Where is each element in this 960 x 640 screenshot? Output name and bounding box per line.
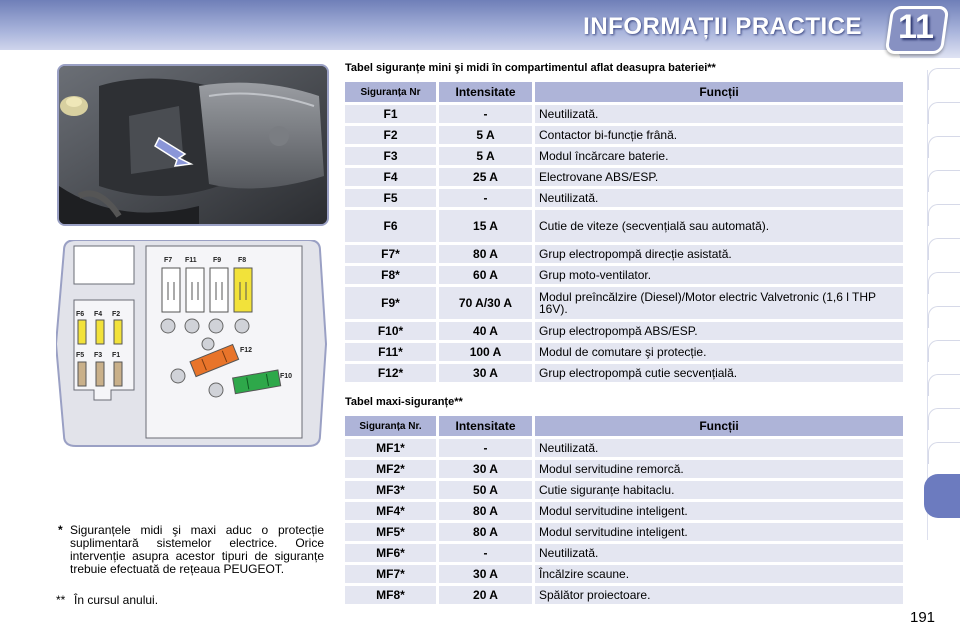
side-tab[interactable] [928,204,960,226]
table-row [345,322,903,340]
fuse-nr: F9* [345,287,439,319]
column-header-intensitate: Intensitate [439,416,535,436]
column-header-nr: Siguranța Nr. [345,416,439,436]
fuse-intensitate: 60 A [439,266,535,284]
fuse-intensitate: 40 A [439,322,535,340]
fuse-intensitate: 30 A [439,460,535,478]
label-f2: F2 [112,311,121,318]
fuse-nr: F10* [345,322,439,340]
fuse-nr: F5 [345,189,439,207]
footnote-star-text: Siguranțele midi şi maxi aduc o protecție suplimentară sistemelor electrice. Orice intervenție asupra acestor tipuri de siguranțe trebuie efectuată de rețeaua PEUGEOT. [70,523,324,576]
fuse-intensitate: 5 A [439,126,535,144]
label-f6: F6 [76,311,85,318]
footnote-double-star-marker: ** [56,593,66,607]
table-row [345,586,903,604]
side-tab-active[interactable] [924,474,960,518]
chapter-number: 11 [898,8,934,46]
engine-photo-illustration [59,66,329,226]
page-number: 191 [910,609,936,626]
column-header-functii: Funcții [535,82,903,102]
side-tab[interactable] [928,68,960,90]
engine-compartment-photo [57,64,329,226]
fuse-nr: MF1* [345,439,439,457]
side-tab[interactable] [928,238,960,260]
side-tab[interactable] [928,442,960,464]
table-header-row [345,82,903,102]
side-tab[interactable] [928,136,960,158]
fuse-nr: F2 [345,126,439,144]
fuse-intensitate: - [439,544,535,562]
column-header-functii: Funcții [535,416,903,436]
fuse-functie: Grup moto-ventilator. [535,266,903,284]
fuse-intensitate: 100 A [439,343,535,361]
fuse-nr: F11* [345,343,439,361]
fuse-intensitate: 80 A [439,502,535,520]
fuse-intensitate: 70 A/30 A [439,287,535,319]
table-row [345,343,903,361]
fuse-functie: Grup electropompă cutie secvențială. [535,364,903,382]
label-f4: F4 [94,311,103,318]
fuse-diagram-illustration [56,240,328,448]
table-row [345,245,903,263]
fuse-nr: F6 [345,210,439,242]
side-tab[interactable] [928,102,960,124]
table-row [345,168,903,186]
fuse-nr: MF8* [345,586,439,604]
fuse-functie: Cutie siguranțe habitaclu. [535,481,903,499]
fuse-intensitate: 25 A [439,168,535,186]
fuse-intensitate: - [439,189,535,207]
side-tab[interactable] [928,170,960,192]
fuse-nr: MF5* [345,523,439,541]
table-row [345,126,903,144]
label-f10: F10 [280,373,293,380]
label-f5: F5 [76,352,85,359]
fuse-intensitate: 80 A [439,523,535,541]
fuse-nr: MF4* [345,502,439,520]
fuse-nr: MF7* [345,565,439,583]
table-row [345,147,903,165]
fuse-nr: F4 [345,168,439,186]
mini-midi-fuse-table [345,79,903,385]
footnote-star-marker: * [58,523,63,537]
table-row [345,460,903,478]
label-f1: F1 [112,352,121,359]
footnote-star [60,524,324,576]
fuse-functie: Modul preîncălzire (Diesel)/Motor electric Valvetronic (1,6 l THP 16V). [535,287,903,319]
fuse-nr: F7* [345,245,439,263]
side-tab[interactable] [928,340,960,362]
fuse-functie: Modul servitudine inteligent. [535,502,903,520]
fuse-functie: Grup electropompă direcție asistată. [535,245,903,263]
footnote-double-star-text: În cursul anului. [74,593,159,607]
fuse-functie: Neutilizată. [535,544,903,562]
table-row [345,189,903,207]
fuse-functie: Încălzire scaune. [535,565,903,583]
table-row [345,364,903,382]
fuse-intensitate: 50 A [439,481,535,499]
column-header-nr: Siguranța Nr [345,82,439,102]
fuse-functie: Neutilizată. [535,439,903,457]
page-title: INFORMAȚII PRACTICE [583,13,862,40]
fuse-intensitate: 80 A [439,245,535,263]
side-tab[interactable] [928,306,960,328]
label-f3: F3 [94,352,103,359]
table-row [345,210,903,242]
table-row [345,502,903,520]
fuse-functie: Modul de comutare şi protecție. [535,343,903,361]
fuse-functie: Grup electropompă ABS/ESP. [535,322,903,340]
fuse-intensitate: 20 A [439,586,535,604]
fuse-nr: MF6* [345,544,439,562]
header-divider [0,50,900,58]
fuse-nr: F3 [345,147,439,165]
label-f7: F7 [164,257,173,264]
fuse-functie: Spălător proiectoare. [535,586,903,604]
fuse-intensitate: 30 A [439,565,535,583]
table-header-row [345,416,903,436]
fuse-functie: Modul servitudine inteligent. [535,523,903,541]
fuse-functie: Modul încărcare baterie. [535,147,903,165]
fuse-functie: Modul servitudine remorcă. [535,460,903,478]
column-header-intensitate: Intensitate [439,82,535,102]
table-row [345,287,903,319]
table-row [345,523,903,541]
fuse-functie: Cutie de viteze (secvențială sau automată). [535,210,903,242]
fuse-nr: F1 [345,105,439,123]
side-tab[interactable] [928,408,960,430]
fuse-functie: Electrovane ABS/ESP. [535,168,903,186]
fuse-functie: Contactor bi-funcție frână. [535,126,903,144]
fuse-intensitate: - [439,105,535,123]
label-f9: F9 [213,257,222,264]
fuse-functie: Neutilizată. [535,189,903,207]
table-row [345,481,903,499]
fuse-intensitate: - [439,439,535,457]
fuse-nr: F12* [345,364,439,382]
table-row [345,266,903,284]
side-tab[interactable] [928,272,960,294]
fuse-intensitate: 15 A [439,210,535,242]
fuse-intensitate: 30 A [439,364,535,382]
fuse-nr: F8* [345,266,439,284]
side-tab-rail [927,70,928,540]
fuse-nr: MF2* [345,460,439,478]
fuse-intensitate: 5 A [439,147,535,165]
fuse-functie: Neutilizată. [535,105,903,123]
table-row [345,105,903,123]
table-row [345,439,903,457]
table2-title: Tabel maxi-siguranțe** [345,396,463,408]
footnote-double-star [56,593,324,607]
label-f12: F12 [240,347,253,354]
side-tab[interactable] [928,374,960,396]
table-row [345,544,903,562]
label-f8: F8 [238,257,247,264]
fuse-nr: MF3* [345,481,439,499]
fuse-box-diagram [56,240,328,448]
table-row [345,565,903,583]
label-f11: F11 [185,257,197,264]
maxi-fuse-table [345,413,903,607]
table1-title: Tabel siguranțe mini şi midi în compartimentul aflat deasupra bateriei** [345,62,716,74]
